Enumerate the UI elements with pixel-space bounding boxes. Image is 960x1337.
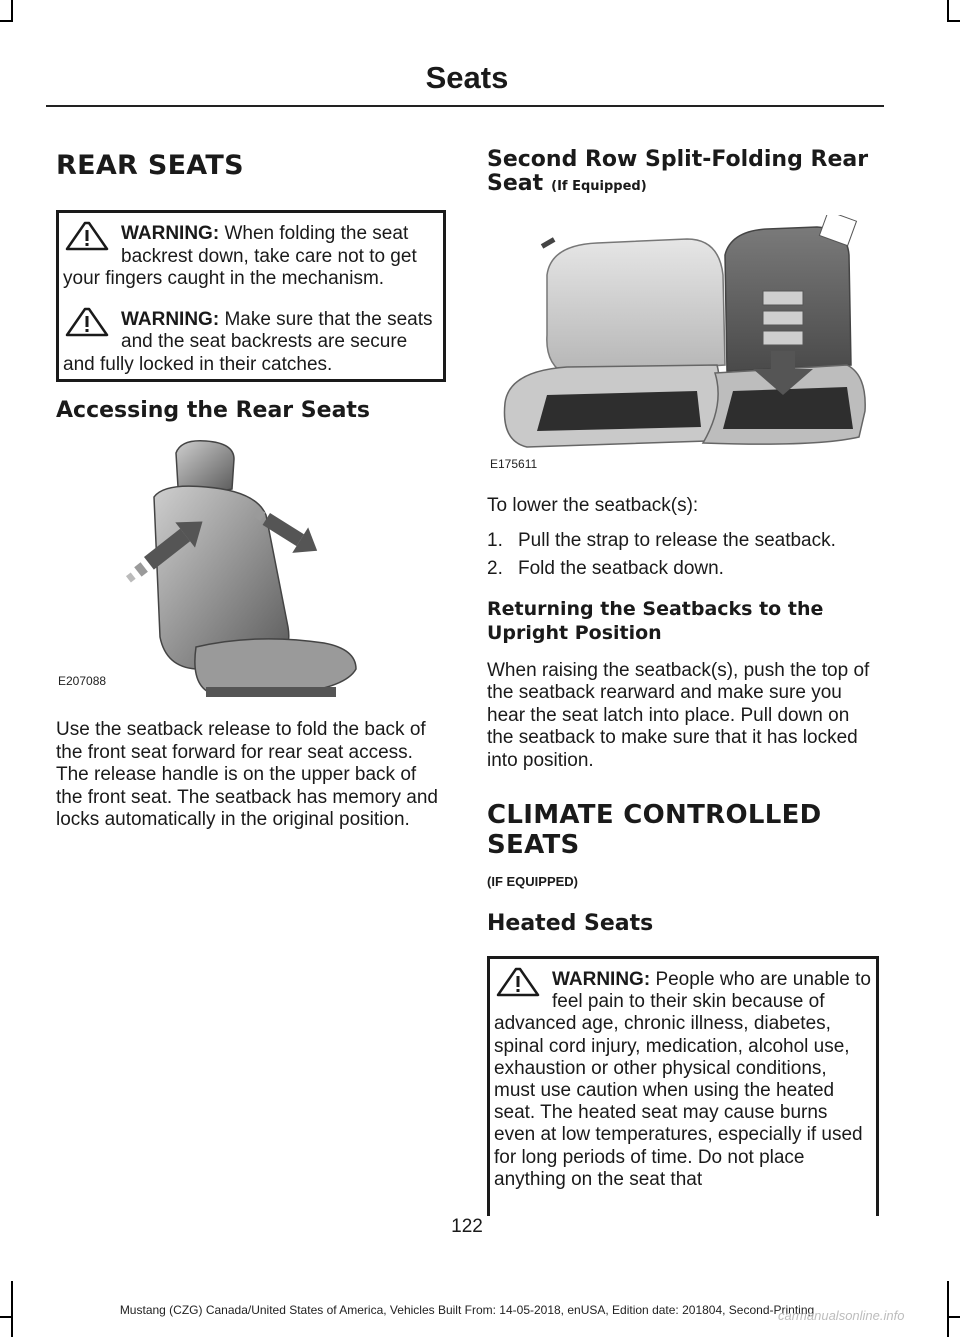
paragraph-raising-seatback: When raising the seatback(s), push the top of the seatback rearward and make sure you hear the seat latch into place. Pull down on the seatback to make sure that it has locked into position.: [487, 659, 870, 771]
section-if-equipped: (IF EQUIPPED): [487, 874, 579, 889]
crop-mark: [0, 20, 13, 22]
crop-mark: [947, 1281, 949, 1337]
subheading-accessing-rear-seats: Accessing the Rear Seats: [56, 398, 371, 423]
figure-code: E207088: [58, 674, 107, 688]
step-text: Pull the strap to release the seatback.: [518, 529, 836, 551]
watermark: carmanualsonline.info: [778, 1308, 905, 1323]
lower-intro: To lower the seatback(s):: [487, 495, 699, 516]
subheading-text: Second Row Split-Folding Rear Seat: [487, 147, 869, 196]
warning-box-heated: [487, 956, 879, 1216]
warning-label: WARNING:: [552, 969, 651, 990]
crop-mark: [947, 20, 960, 22]
warning-triangle-icon: [63, 307, 121, 337]
heading-returning-upright: Returning the Seatbacks to the Upright Position: [487, 597, 824, 644]
if-equipped-label: (If Equipped): [551, 179, 647, 194]
right-column: [487, 140, 879, 1216]
step-number: 2.: [487, 558, 503, 579]
warning-triangle-icon: [63, 221, 121, 251]
warning-item: [63, 223, 439, 291]
page-number: 122: [451, 1216, 483, 1237]
steps-list: [487, 530, 879, 581]
paragraph-seatback-release: Use the seatback release to fold the back of the front seat forward for rear seat access. The release handle is on the upper back of the front seat. The seatback has memory and locks automatically in the original position.: [56, 719, 438, 830]
figure-front-seat: [56, 437, 446, 707]
footer-text: Mustang (CZG) Canada/United States of America, Vehicles Built From: 14-05-2018, enUSA, Edition date: 201804, Second-Printing: [119, 1303, 815, 1317]
header-rule: [46, 105, 884, 107]
warning-text: People who are unable to feel pain to their skin because of advanced age, chronic illness, diabetes, spinal cord injury, medication, alcohol use, exhaustion or other physical conditions, must use caution when using the heated seat. The heated seat may cause burns even at low temperatures, especially if used for long periods of time. Do not place anything on the seat that: [494, 969, 871, 1190]
warning-box: [56, 210, 446, 382]
section-title-rear-seats: REAR SEATS: [56, 150, 244, 181]
left-column: [56, 140, 446, 832]
crop-mark: [947, 0, 949, 22]
section-title-climate-seats: CLIMATE CONTROLLED SEATS: [487, 800, 822, 860]
warning-label: WARNING:: [121, 308, 220, 330]
list-item: [487, 558, 879, 581]
warning-item: [494, 969, 872, 1191]
list-item: [487, 530, 879, 553]
step-number: 1.: [487, 529, 503, 551]
figure-rear-seat: [487, 215, 879, 481]
subheading-heated-seats: Heated Seats: [487, 911, 654, 936]
rear-seat-illustration: [487, 215, 879, 481]
subheading-split-folding: [487, 148, 879, 199]
page-title: Seats: [425, 60, 509, 95]
figure-code: E175611: [490, 457, 538, 471]
warning-item: [63, 309, 439, 377]
crop-mark: [947, 1316, 960, 1318]
warning-text: Make sure that the seats and the seat backrests are secure and fully locked in their catches.: [63, 308, 433, 375]
warning-text: When folding the seat backrest down, take care not to get your fingers caught in the mechanism.: [63, 223, 417, 289]
warning-label: WARNING:: [121, 223, 220, 244]
warning-triangle-icon: [494, 967, 552, 997]
front-seat-illustration: [56, 437, 446, 707]
step-text: Fold the seatback down.: [518, 558, 724, 579]
crop-mark: [11, 0, 13, 22]
